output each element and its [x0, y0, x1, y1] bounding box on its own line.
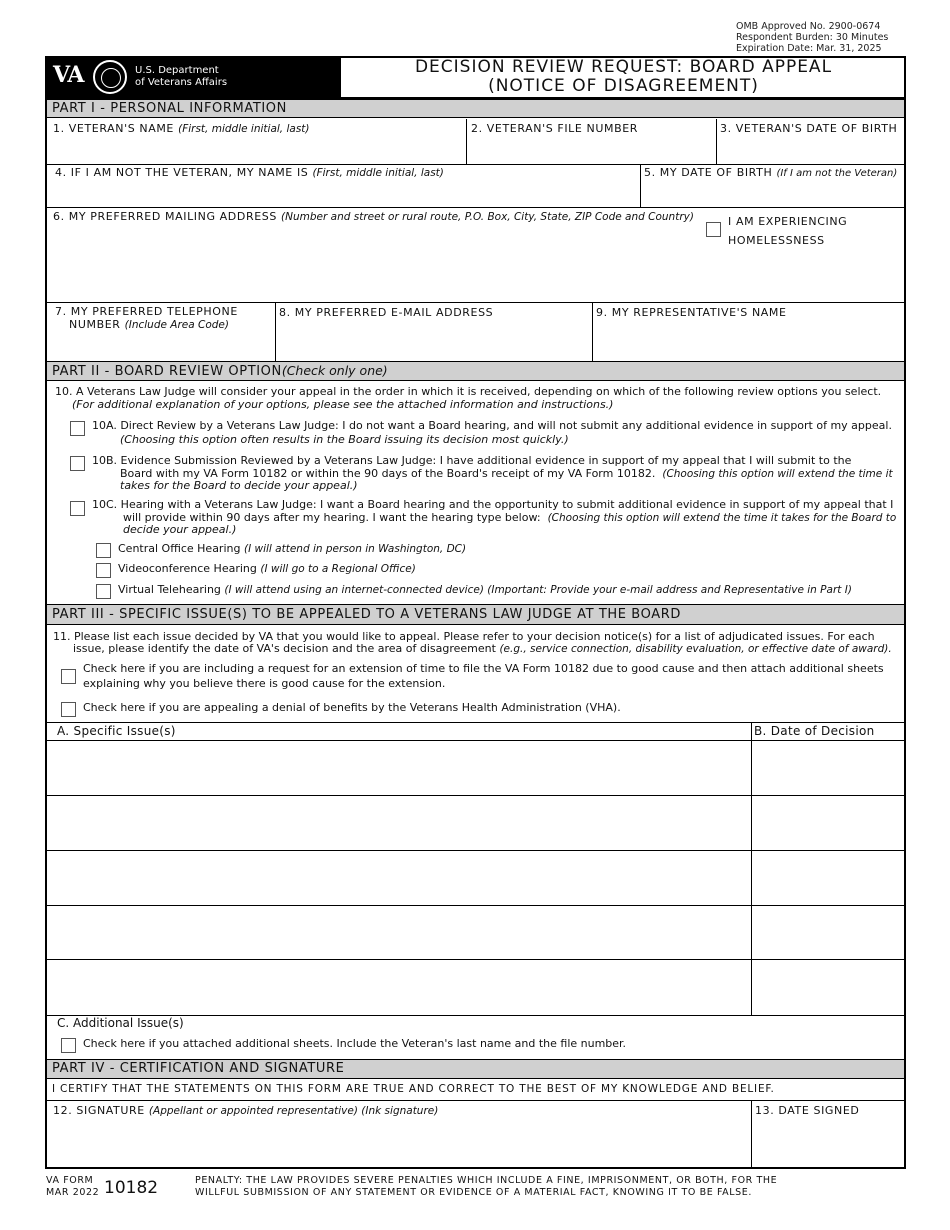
vha-checkbox[interactable]	[61, 702, 76, 717]
homelessness-label	[728, 212, 847, 250]
divider	[716, 119, 717, 164]
option-10c-hint-line2: decide your appeal.)	[123, 523, 237, 536]
not-veteran-name-field[interactable]	[48, 180, 638, 206]
central-office-hearing-label	[118, 542, 466, 556]
not-veteran-name-hint: (First, middle initial, last)	[312, 167, 444, 179]
not-veteran-name-label-text: 4. IF I AM NOT THE VETERAN, MY NAME IS	[55, 166, 309, 179]
form-label: VA FORM	[46, 1175, 94, 1186]
extension-checkbox[interactable]	[61, 669, 76, 684]
issue-input[interactable]	[48, 906, 750, 958]
signature-hint: (Appellant or appointed representative) (Ink signature)	[148, 1105, 439, 1117]
my-dob-label-text: 5. MY DATE OF BIRTH	[644, 166, 773, 179]
veteran-name-hint: (First, middle initial, last)	[178, 123, 310, 135]
option-10c-text: 10C. Hearing with a Veterans Law Judge: I want a Board hearing and the opportunity to submit additional evidence in support of my appeal that I	[92, 498, 894, 511]
additional-sheets-checkbox[interactable]	[61, 1038, 76, 1053]
veteran-name-label-text: 1. VETERAN'S NAME	[53, 122, 174, 135]
specific-issues-header: A. Specific Issue(s)	[57, 724, 176, 738]
email-label: 8. MY PREFERRED E-MAIL ADDRESS	[279, 306, 494, 319]
divider	[47, 1100, 906, 1101]
divider	[640, 164, 641, 207]
file-number-label: 2. VETERAN'S FILE NUMBER	[471, 122, 639, 135]
issue-input[interactable]	[48, 851, 750, 904]
review-intro-hint: (For additional explanation of your options, please see the attached information and instructions.)	[72, 398, 614, 411]
my-dob-hint: (If I am not the Veteran)	[776, 168, 898, 179]
part4-heading: PART IV - CERTIFICATION AND SIGNATURE	[47, 1059, 904, 1079]
videoconference-hearing-text: Videoconference Hearing	[118, 562, 257, 575]
decision-date-input[interactable]	[752, 906, 904, 958]
representative-field[interactable]	[594, 322, 904, 360]
signature-label	[53, 1104, 438, 1118]
va-seal-icon	[93, 60, 127, 94]
va-dept-name	[135, 65, 227, 89]
option-10b-hint-line2: takes for the Board to decide your appeal.)	[120, 479, 358, 492]
issues-intro: 11. Please list each issue decided by VA that you would like to appeal. Please refer to your decision notice(s) for a list of adjudicated issues. For each	[53, 630, 875, 643]
telephone-field[interactable]	[48, 334, 272, 360]
veteran-dob-field[interactable]	[718, 136, 904, 163]
va-logo-mark: VA	[53, 62, 84, 88]
form-date: MAR 2022	[46, 1187, 100, 1198]
divider	[466, 119, 467, 164]
date-of-decision-header: B. Date of Decision	[754, 724, 875, 738]
issue-input[interactable]	[48, 960, 750, 1014]
videoconference-hearing-checkbox[interactable]	[96, 563, 111, 578]
option-10b-checkbox[interactable]	[70, 456, 85, 471]
penalty-line1: PENALTY: THE LAW PROVIDES SEVERE PENALTIES WHICH INCLUDE A FINE, IMPRISONMENT, OR BOTH, FOR THE	[195, 1175, 778, 1186]
extension-label-line2: explaining why you believe there is good cause for the extension.	[83, 677, 446, 690]
issue-input[interactable]	[48, 741, 750, 794]
homelessness-checkbox[interactable]	[706, 222, 721, 237]
divider	[45, 302, 906, 303]
signature-field[interactable]	[48, 1120, 750, 1166]
option-10a-text: 10A. Direct Review by a Veterans Law Judge: I do not want a Board hearing, and will not submit any additional evidence in support of my appeal.	[92, 419, 892, 432]
homelessness-label-line1: I AM EXPERIENCING	[728, 215, 848, 228]
divider	[275, 302, 276, 361]
central-office-hearing-text: Central Office Hearing	[118, 542, 241, 555]
form-title-line1: DECISION REVIEW REQUEST: BOARD APPEAL	[414, 57, 833, 77]
telephone-label-line1: 7. MY PREFERRED TELEPHONE	[55, 305, 238, 318]
date-signed-field[interactable]	[753, 1120, 904, 1166]
decision-date-input[interactable]	[752, 741, 904, 794]
central-office-hearing-hint: (I will attend in person in Washington, DC)	[243, 543, 467, 555]
part3-heading: PART III - SPECIFIC ISSUE(S) TO BE APPEALED TO A VETERANS LAW JUDGE AT THE BOARD	[47, 604, 904, 625]
omb-info	[736, 21, 888, 54]
decision-date-input[interactable]	[752, 960, 904, 1014]
issues-intro-line2-text: issue, please identify the date of VA's decision and the area of disagreement	[73, 642, 496, 655]
videoconference-hearing-label	[118, 562, 416, 576]
virtual-telehearing-text: Virtual Telehearing	[118, 583, 221, 596]
option-10a-hint: (Choosing this option often results in the Board issuing its decision most quickly.)	[120, 433, 569, 446]
issue-input[interactable]	[48, 796, 750, 849]
videoconference-hearing-hint: (I will go to a Regional Office)	[260, 563, 416, 575]
option-10c-text-line2-text: will provide within 90 days after my hearing. I want the hearing type below:	[123, 511, 541, 524]
additional-issues-label: C. Additional Issue(s)	[57, 1016, 184, 1030]
review-intro: 10. A Veterans Law Judge will consider your appeal in the order in which it is received, depending on which of the following review options you select.	[55, 385, 882, 398]
issues-intro-hint: (e.g., service connection, disability evaluation, or effective date of award).	[499, 643, 892, 655]
certification-statement: I CERTIFY THAT THE STATEMENTS ON THIS FORM ARE TRUE AND CORRECT TO THE BEST OF MY KNOWLEDGE AND BELIEF.	[52, 1083, 775, 1095]
virtual-telehearing-label	[118, 583, 852, 597]
veteran-name-label	[53, 122, 310, 136]
virtual-telehearing-checkbox[interactable]	[96, 584, 111, 599]
divider	[47, 722, 906, 723]
mailing-address-label	[53, 210, 694, 224]
additional-sheets-label: Check here if you attached additional sheets. Include the Veteran's last name and the file number.	[83, 1037, 627, 1050]
veteran-dob-label: 3. VETERAN'S DATE OF BIRTH	[720, 122, 898, 135]
omb-approval: OMB Approved No. 2900-0674	[736, 21, 881, 32]
veteran-name-field[interactable]	[48, 136, 464, 163]
option-10b-text-line2-text: Board with my VA Form 10182 or within the 90 days of the Board's receipt of my VA Form 10182.	[120, 467, 656, 480]
option-10a-checkbox[interactable]	[70, 421, 85, 436]
option-10b-text: 10B. Evidence Submission Reviewed by a Veterans Law Judge: I have additional evidence in support of my appeal that I will submit to the	[92, 454, 852, 467]
omb-burden: Respondent Burden: 30 Minutes	[736, 32, 889, 43]
vha-label: Check here if you are appealing a denial of benefits by the Veterans Health Administration (VHA).	[83, 701, 621, 714]
penalty-line2: WILLFUL SUBMISSION OF ANY STATEMENT OR EVIDENCE OF A MATERIAL FACT, KNOWING IT TO BE FALSE.	[195, 1187, 752, 1198]
option-10c-checkbox[interactable]	[70, 501, 85, 516]
my-dob-field[interactable]	[642, 180, 904, 206]
divider	[45, 164, 906, 165]
central-office-hearing-checkbox[interactable]	[96, 543, 111, 558]
part2-heading-hint: (Check only one)	[281, 363, 388, 378]
signature-label-text: 12. SIGNATURE	[53, 1104, 145, 1117]
divider	[592, 302, 593, 361]
form-number: 10182	[104, 1178, 159, 1198]
representative-label: 9. MY REPRESENTATIVE'S NAME	[596, 306, 787, 319]
file-number-field[interactable]	[468, 136, 714, 163]
form-title	[339, 56, 906, 98]
divider	[45, 207, 906, 208]
homelessness-label-line2: HOMELESSNESS	[728, 234, 825, 247]
part2-heading	[47, 361, 904, 381]
telephone-hint: (Include Area Code)	[124, 319, 229, 331]
option-10b-hint: (Choosing this option will extend the time it	[662, 468, 893, 480]
extension-label	[83, 661, 884, 691]
mailing-address-label-text: 6. MY PREFERRED MAILING ADDRESS	[53, 210, 277, 223]
issues-intro-line2	[73, 642, 892, 656]
email-field[interactable]	[277, 322, 590, 360]
form-title-line2: (NOTICE OF DISAGREEMENT)	[488, 76, 759, 96]
option-10c-hint: (Choosing this option will extend the time it takes for the Board to	[547, 512, 897, 524]
mailing-address-field[interactable]	[48, 228, 698, 300]
va-logo	[45, 56, 339, 98]
extension-label-line1: Check here if you are including a request for an extension of time to file the VA Form 10182 due to good cause and then attach additional sheets	[83, 662, 884, 675]
option-10c-text-line2	[123, 511, 896, 525]
va-dept-line1: U.S. Department	[135, 65, 219, 76]
part1-heading: PART I - PERSONAL INFORMATION	[47, 99, 904, 118]
my-dob-label	[644, 166, 897, 180]
virtual-telehearing-hint: (I will attend using an internet-connected device) (Important: Provide your e-mail address and Representative in Part I)	[224, 584, 852, 596]
date-signed-label: 13. DATE SIGNED	[755, 1104, 860, 1117]
telephone-label-line2: NUMBER	[69, 318, 121, 331]
part2-heading-text: PART II - BOARD REVIEW OPTION	[52, 364, 282, 379]
mailing-address-hint: (Number and street or rural route, P.O. Box, City, State, ZIP Code and Country)	[281, 211, 694, 223]
va-dept-line2: of Veterans Affairs	[135, 77, 228, 88]
not-veteran-name-label	[55, 166, 444, 180]
divider	[751, 1100, 752, 1168]
decision-date-input[interactable]	[752, 851, 904, 904]
omb-expiration: Expiration Date: Mar. 31, 2025	[736, 43, 882, 54]
telephone-label	[55, 305, 238, 332]
decision-date-input[interactable]	[752, 796, 904, 849]
